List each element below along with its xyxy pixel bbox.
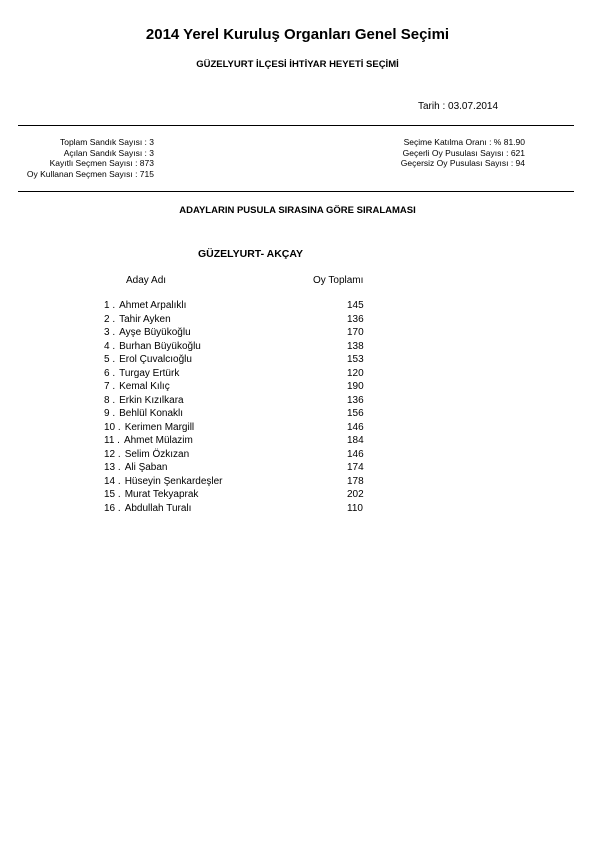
candidate-name: Tahir Ayken xyxy=(119,313,171,325)
candidate-row xyxy=(104,461,374,475)
section-title: ADAYLARIN PUSULA SIRASINA GÖRE SIRALAMASI xyxy=(179,205,416,216)
candidate-name: Turgay Ertürk xyxy=(119,367,180,379)
candidate-number: 10 . xyxy=(104,421,121,433)
candidate-row xyxy=(104,475,374,489)
candidate-name: Erkin Kızılkara xyxy=(119,394,184,406)
candidate-name: Hüseyin Şenkardeşler xyxy=(124,475,223,487)
candidate-number: 6 . xyxy=(104,367,116,379)
candidate-votes: 184 xyxy=(347,435,364,446)
stat-registered-voters: Kayıtlı Seçmen Sayısı : 873 xyxy=(49,158,154,168)
stat-turnout-rate: Seçime Katılma Oranı : % 81.90 xyxy=(403,137,525,147)
candidate-list xyxy=(104,299,374,515)
candidate-name: Kerimen Margill xyxy=(124,421,195,433)
candidate-row xyxy=(104,353,374,367)
candidate-row xyxy=(104,434,374,448)
stat-voters-voted: Oy Kullanan Seçmen Sayısı : 715 xyxy=(26,168,154,179)
stats-right-block xyxy=(401,137,525,169)
candidate-name: Burhan Büyükoğlu xyxy=(119,340,201,352)
candidate-number: 8 . xyxy=(104,394,116,406)
bottom-divider xyxy=(18,191,574,192)
candidate-votes: 146 xyxy=(347,421,364,433)
candidate-votes: 138 xyxy=(347,340,364,352)
candidate-row xyxy=(104,326,374,340)
candidate-row xyxy=(104,313,374,327)
candidate-votes: 145 xyxy=(347,300,364,311)
candidate-votes: 136 xyxy=(347,394,364,406)
column-header-name: Aday Adı xyxy=(126,275,167,286)
candidate-name: Kemal Kılıç xyxy=(119,381,170,392)
candidate-row xyxy=(104,340,374,354)
candidate-number: 15 . xyxy=(104,489,121,500)
candidate-number: 5 . xyxy=(104,354,116,365)
candidate-number: 9 . xyxy=(104,408,116,419)
candidate-row xyxy=(104,407,374,421)
candidate-number: 4 . xyxy=(104,340,116,352)
stat-total-ballot-boxes: Toplam Sandık Sayısı : 3 xyxy=(59,137,154,147)
candidate-votes: 170 xyxy=(347,327,364,338)
candidate-number: 7 . xyxy=(104,381,116,392)
candidate-votes: 146 xyxy=(347,448,364,460)
candidate-votes: 120 xyxy=(347,367,364,379)
candidate-number: 1 . xyxy=(104,300,116,311)
candidate-row xyxy=(104,488,374,502)
candidate-votes: 136 xyxy=(347,313,364,325)
candidate-number: 3 . xyxy=(104,327,116,338)
candidate-votes: 202 xyxy=(347,489,364,500)
candidate-number: 16 . xyxy=(104,502,121,514)
candidate-number: 14 . xyxy=(104,475,121,487)
candidate-name: Erol Çuvalcıoğlu xyxy=(119,354,192,365)
candidate-number: 11 . xyxy=(104,435,120,446)
report-date: Tarih : 03.07.2014 xyxy=(418,101,499,112)
stat-invalid-ballots: Geçersiz Oy Pusulası Sayısı : 94 xyxy=(400,158,525,168)
candidate-row xyxy=(104,380,374,394)
candidate-number: 12 . xyxy=(104,448,121,460)
stat-opened-ballot-boxes: Açılan Sandık Sayısı : 3 xyxy=(63,147,154,158)
stats-left-block xyxy=(27,137,154,179)
candidate-row xyxy=(104,367,374,381)
candidate-votes: 174 xyxy=(347,462,364,473)
candidate-name: Selim Özkızan xyxy=(124,448,190,460)
candidate-row xyxy=(104,299,374,313)
candidate-votes: 190 xyxy=(347,381,364,392)
page-title: 2014 Yerel Kuruluş Organları Genel Seçimi xyxy=(145,26,450,43)
stat-valid-ballots: Geçerli Oy Pusulası Sayısı : 621 xyxy=(402,147,525,158)
candidate-name: Abdullah Turalı xyxy=(124,502,192,514)
candidate-row xyxy=(104,421,374,435)
candidate-row xyxy=(104,394,374,408)
candidate-votes: 153 xyxy=(347,354,364,365)
candidate-name: Behlül Konaklı xyxy=(119,408,184,419)
candidate-row xyxy=(104,448,374,462)
candidate-row xyxy=(104,502,374,516)
candidate-name: Ayşe Büyükoğlu xyxy=(119,327,191,338)
candidate-number: 13 . xyxy=(104,462,121,473)
candidate-name: Ahmet Mülazim xyxy=(123,435,193,446)
district-title: GÜZELYURT- AKÇAY xyxy=(198,248,304,260)
candidate-number: 2 . xyxy=(104,313,116,325)
candidate-name: Ahmet Arpalıklı xyxy=(119,300,187,311)
column-header-votes: Oy Toplamı xyxy=(313,275,364,286)
candidate-votes: 178 xyxy=(347,475,364,487)
top-divider xyxy=(18,125,574,126)
candidate-votes: 110 xyxy=(347,502,363,514)
candidate-votes: 156 xyxy=(347,408,364,419)
candidate-name: Murat Tekyaprak xyxy=(124,489,199,500)
election-subtitle: GÜZELYURT İLÇESİ İHTİYAR HEYETİ SEÇİMİ xyxy=(196,59,399,70)
candidate-name: Ali Şaban xyxy=(124,462,168,473)
